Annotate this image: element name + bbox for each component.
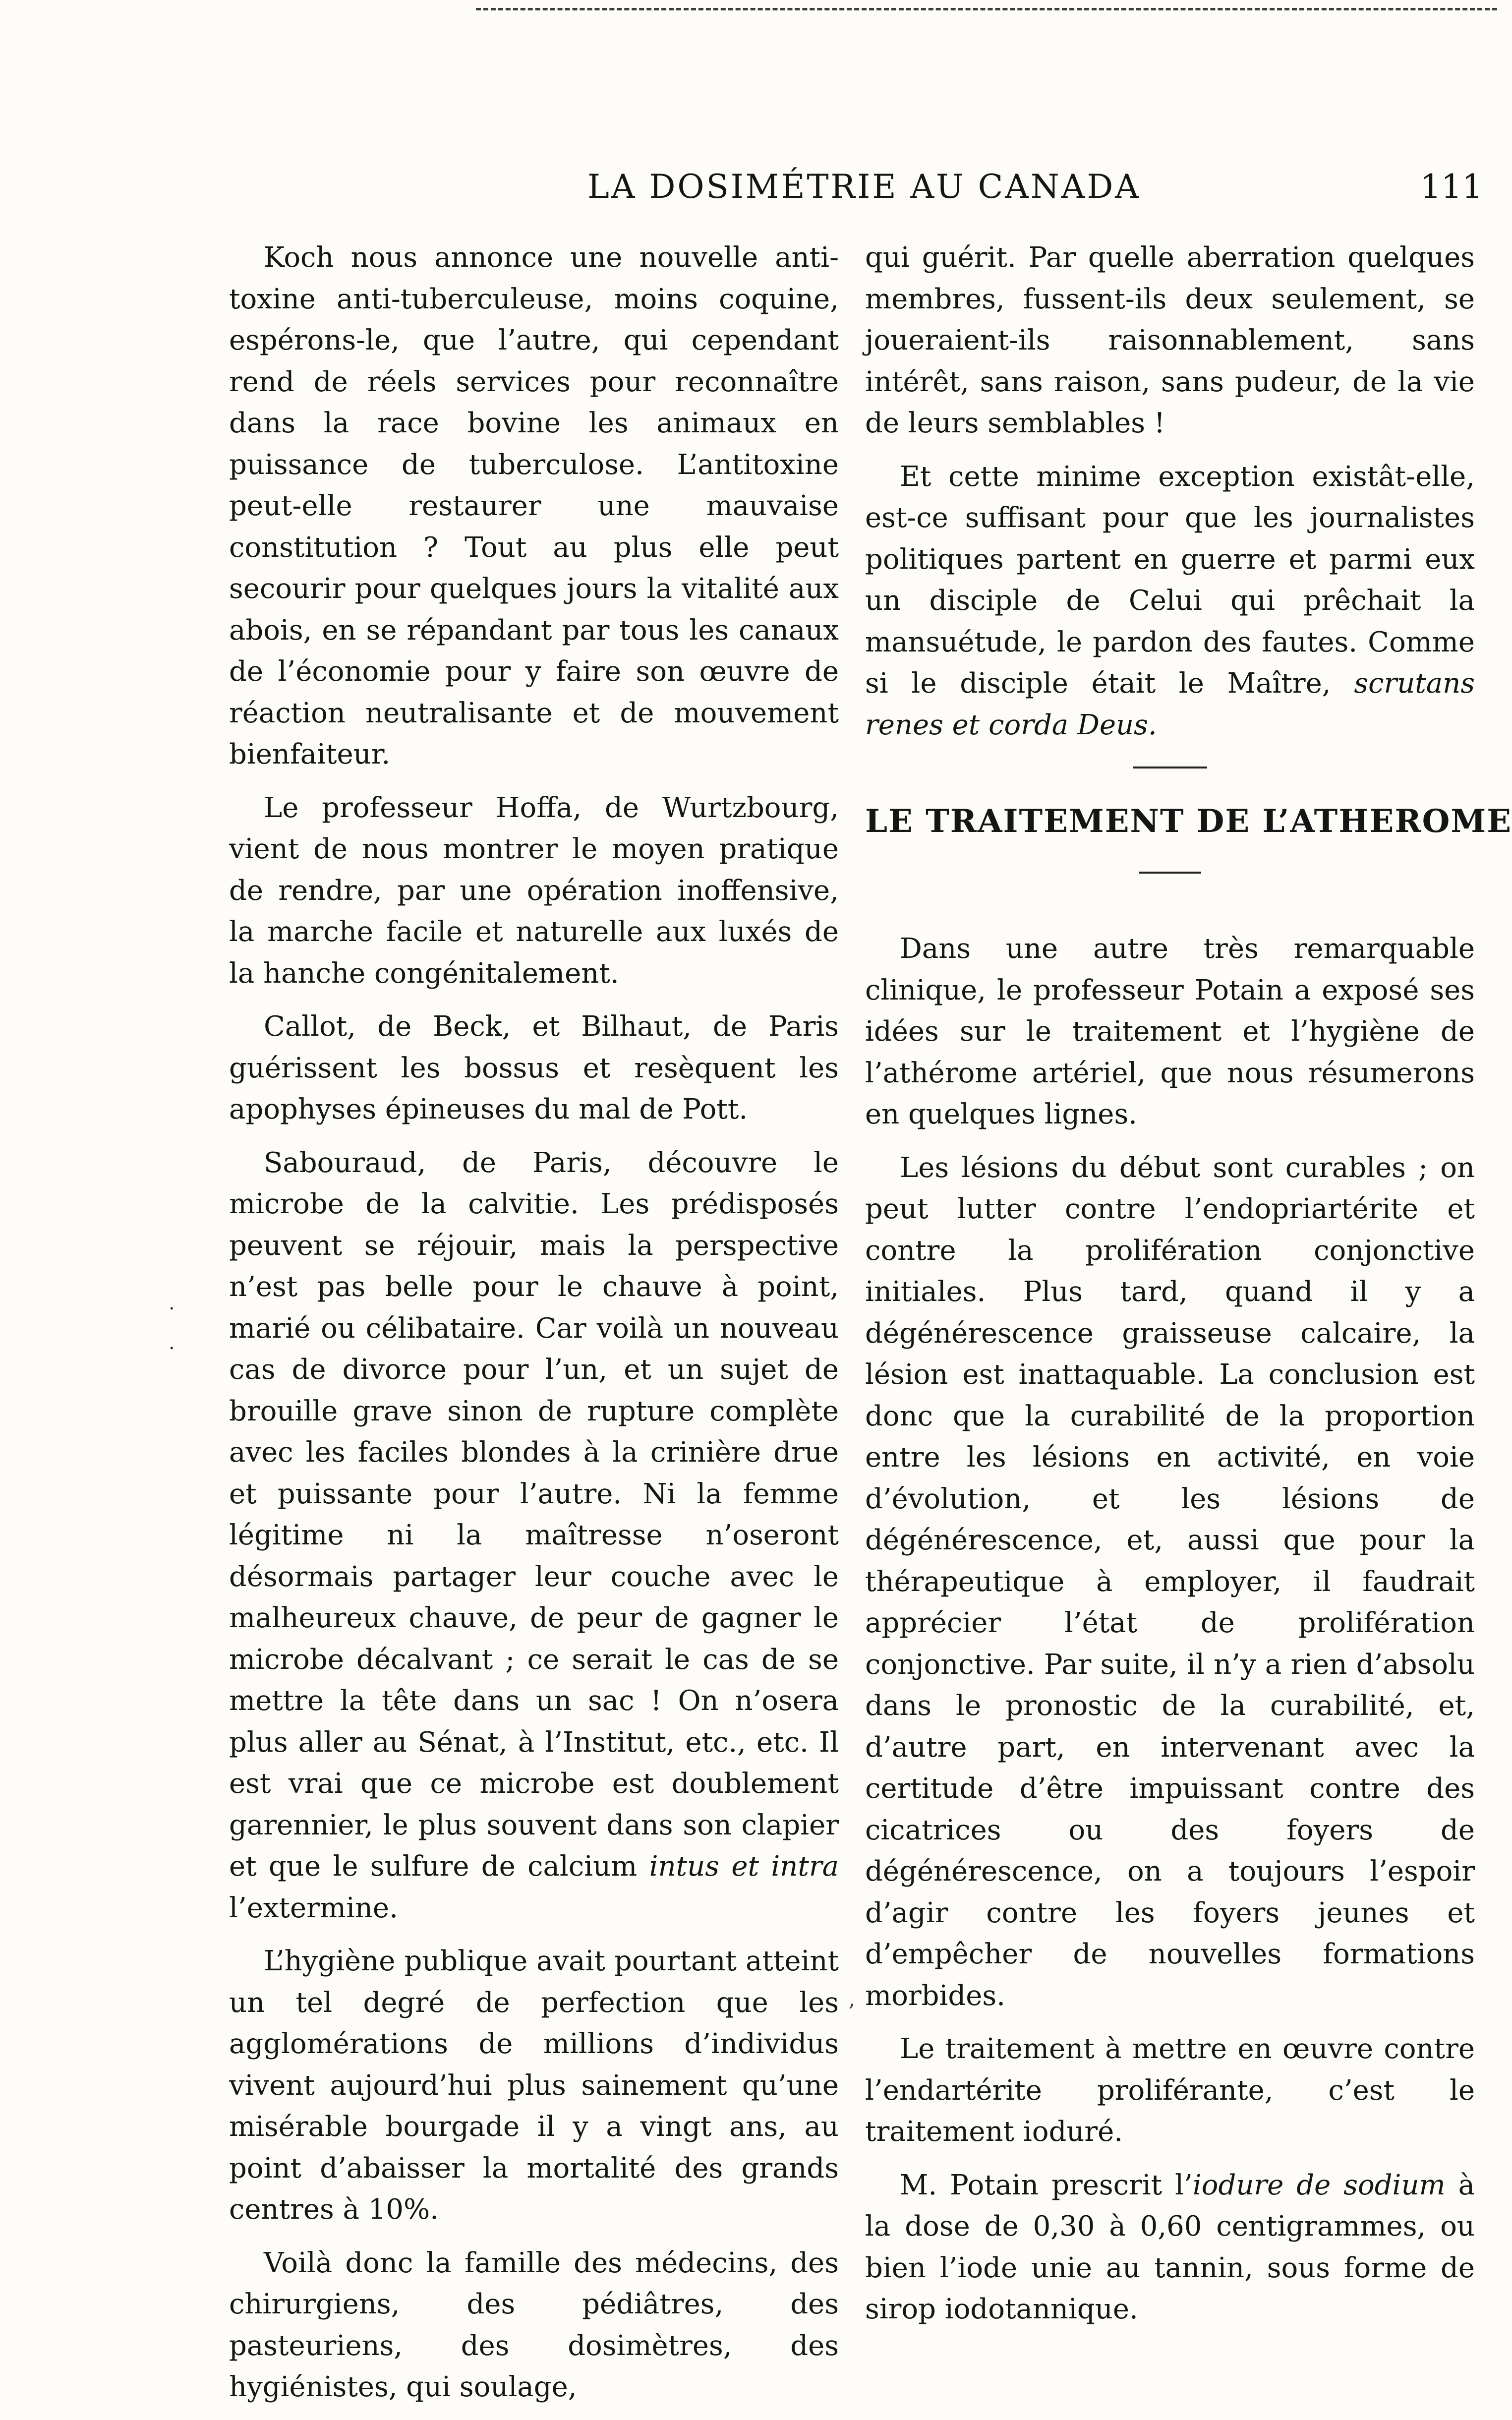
right-column: [865, 237, 1512, 2342]
italic-phrase: iodure de sodium: [1192, 2169, 1446, 2201]
page-number: 111: [1420, 168, 1483, 206]
paragraph: [865, 2165, 1475, 2330]
paragraph: Dans une autre très remarquable clinique, le professeur Potain a exposé ses idées sur le traitement et l’hygiène de l’athérome artériel, que nous résumerons en quelques lignes.: [865, 933, 1475, 1130]
paragraph: [865, 456, 1475, 746]
paragraph-text: à la dose de 0,30 à 0,60 centigrammes, ou bien l’iode unie au tannin, sous forme de sirop iodotannique.: [865, 2169, 1475, 2325]
paragraph: Koch nous annonce une nouvelle anti-toxine anti-tuberculeuse, moins coquine, espérons-le, que l’autre, qui cependant rend de réels services pour reconnaître dans la race bovine les animaux en puissance de tuberculose. L’antitoxine peut-elle restaurer une mauvaise constitution ? Tout au plus elle peut secourir pour quelques jours la vitalité aux abois, en se répandant par tous les canaux de l’économie pour y faire son œuvre de réaction neutralisante et de mouvement bienfaiteur.: [229, 241, 839, 770]
paragraph: Callot, de Beck, et Bilhaut, de Paris guérissent les bossus et resèquent les apophyses épineuses du mal de Pott.: [229, 1010, 839, 1125]
bottom-speck: ,: [849, 1988, 855, 2011]
paragraph-text: M. Potain prescrit l’: [900, 2169, 1193, 2201]
paragraph: Les lésions du début sont curables ; on peut lutter contre l’endopriartérite et contre la prolifération conjonctive initiales. Plus tard, quand il y a dégénérescence graisseuse calcaire, la lésion est inattaquable. La conclusion est donc que la curabilité de la proportion entre les lésions en activité, en voie d’évolution, et les lésions de dégénérescence, et, aussi que pour la thérapeutique à employer, il faudrait apprécier l’état de prolifération conjonctive. Par suite, il n’y a rien d’absolu dans le pronostic de la curabilité, et, d’autre part, en intervenant avec la certitude d’être impuissant contre des cicatrices ou des foyers de dégénérescence, on a toujours l’espoir d’agir contre les foyers jeunes et d’empêcher de nouvelles formations morbides.: [865, 1151, 1475, 2012]
paragraph-text: Sabouraud, de Paris, découvre le microbe de la calvitie. Les prédisposés peuvent se réjouir, mais la perspective n’est pas belle pour le chauve à point, marié ou célibataire. Car voilà un nouveau cas de divorce pour l’un, et un sujet de brouille grave sinon de rupture complète avec les faciles blondes à la crinière drue et puissante pour l’autre. Ni la femme légitime ni la maîtresse n’oseront désormais partager leur couche avec le malheureux chauve, de peur de gagner le microbe décalvant ; ce serait le cas de se mettre la tête dans un sac ! On n’osera plus aller au Sénat, à l’Institut, etc., etc. Il est vrai que ce microbe est doublement garennier, le plus souvent dans son clapier et que le sulfure de calcium: [229, 1146, 839, 1883]
margin-specks: · ·: [169, 1298, 175, 1360]
italic-phrase: intus et intra: [649, 1850, 839, 1883]
title-underline: [1139, 872, 1201, 874]
paragraph: L’hygiène publique avait pourtant atteint un tel degré de perfection que les agglomérations de millions d’individus vivent aujourd’hui plus sainement qu’une misérable bourgade il y a vingt ans, au point d’abaisser la mortalité des grands centres à 10%.: [229, 1945, 839, 2226]
paragraph: Voilà donc la famille des médecins, des chirurgiens, des pédiâtres, des pasteuriens, des dosimètres, des hygiénistes, qui soulage,: [229, 2246, 839, 2403]
left-column: [229, 237, 839, 2420]
paragraph: [229, 1142, 839, 1929]
paragraph: Le traitement à mettre en œuvre contre l’endartérite proliférante, c’est le traitement ioduré.: [865, 2033, 1475, 2148]
paragraph: Le professeur Hoffa, de Wurtzbourg, vient de nous montrer le moyen pratique de rendre, par une opération inoffensive, la marche facile et naturelle aux luxés de la hanche congénitalement.: [229, 791, 839, 990]
running-title: LA DOSIMÉTRIE AU CANADA: [587, 168, 1141, 206]
paragraph-text: l’extermine.: [229, 1891, 398, 1924]
italic-phrase: scrutans renes et corda Deus.: [865, 667, 1475, 741]
top-rule: [476, 8, 1497, 10]
section-title: LE TRAITEMENT DE L’ATHEROME: [865, 803, 1512, 840]
running-header: [0, 168, 1512, 222]
section-divider: [1133, 767, 1207, 768]
paragraph-text: Et cette minime exception existât-elle, est-ce suffisant pour que les journalistes politiques partent en guerre et parmi eux un disciple de Celui qui prêchait la mansuétude, le pardon des fautes. Comme si le disciple était le Maître,: [865, 460, 1475, 700]
paragraph: qui guérit. Par quelle aberration quelques membres, fussent-ils deux seulement, se joueraient-ils raisonnablement, sans intérêt, sans raison, sans pudeur, de la vie de leurs semblables !: [865, 241, 1475, 439]
